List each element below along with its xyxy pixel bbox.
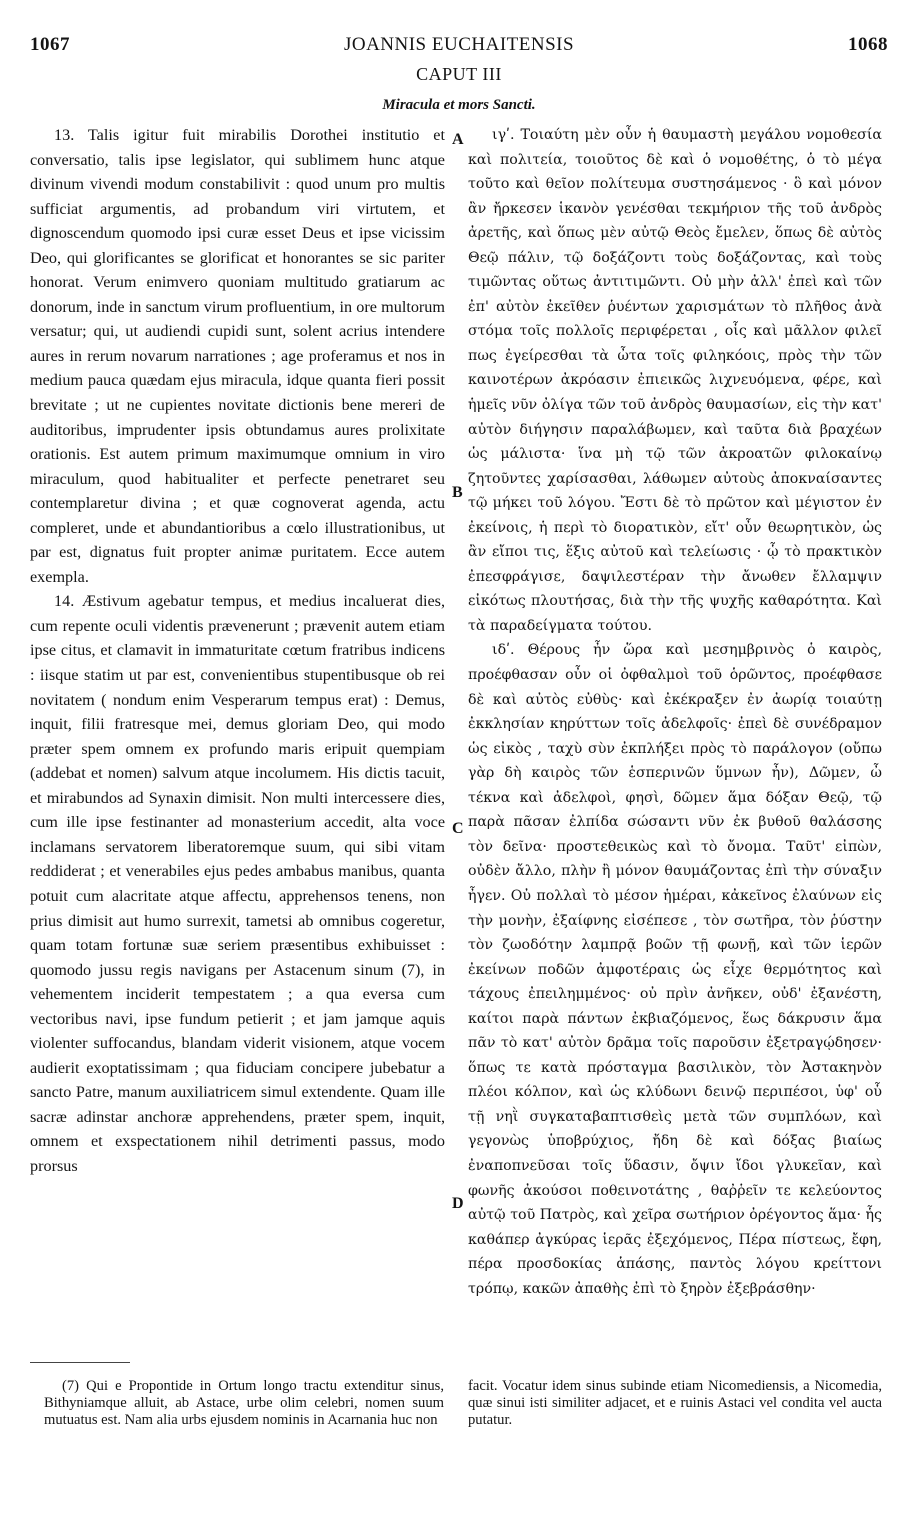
running-title: JOANNIS EUCHAITENSIS (343, 34, 575, 55)
margin-letter-d: D (452, 1195, 464, 1212)
margin-letter-a: A (452, 131, 464, 148)
margin-letter-b: B (452, 484, 463, 501)
footnote-rule (30, 1362, 130, 1363)
footnote-right: facit. Vocatur idem sinus subinde etiam Nicomediensis, a Nicomedia, quæ sinui isti similiter adjacet, et e ruinis Astaci vel condita vel aucta putatur. (468, 1378, 882, 1428)
chapter-subtitle: Miracula et mors Sancti. (382, 97, 536, 113)
footnote-left: (7) Qui e Propontide in Ortum longo tractu extenditur sinus, Bithyniamque alluit, ab Astace, urbe olim celebri, nomen suum mutuatus est. Nam alia urbs ejusdem nominis in Acarnania huc non (44, 1378, 444, 1428)
page-number-right: 1068 (848, 34, 888, 55)
latin-paragraph-13: 13. Talis igitur fuit mirabilis Dorothei institutio et conversatio, talis ipse legislator, qui sublimem hunc atque divinum vivendi modum constabilivit : quod unum pro multis sufficiat argumentis, ad probandum viri virtutem, et dignoscendum quomodo ipsi curæ esset Deus et ipse vicissim Deo, qui glorificantes se glorificat et honorantes se sic pariter honorat. Verum enimvero quoniam multitudo gratiarum ac donorum, inde in sanctum virum profluentium, in ore multorum versatur; qui, ut audiendi cupidi sunt, solent acrius intendere aures in rerum novarum narrationes ; age proferamus et nos in medium pauca quædam ejus miracula, idque quanta fieri possit brevitate ; ut ne cupientes novitate dictionis bene mereri de auditoribus, imprudenter ipsis obtundamus aures prolixitate orationis. Est autem primum maximumque omnium in viro miraculum, quod habitualiter et perfecte penetraret seu contemplaretur divina ; et quæ cognoverat agenda, actu compleret, unde et abundantioribus a cœlo illustrationibus, ut par est, dignatus fuit propter animæ puritatem. Ecce autem exempla. (30, 126, 445, 586)
greek-paragraph-13: ιγʹ. Τοιαύτη μὲν οὖν ἡ θαυμαστὴ μεγάλου νομοθεσία καὶ πολιτεία, τοιοῦτος δὲ καὶ ὁ νομοθέτης, ὁ τὸ μέγα τοῦτο καὶ θεῖον πολίτευμα συστησάμενος · ὃ καὶ μόνον ἂν ἤρκεσεν ἱκανὸν γενέσθαι τεκμήριον τῆς τοῦ ἀνδρὸς ἀρετῆς, καὶ ὅπως μὲν αὐτῷ Θεὸς ἔμελεν, ὅπως δὲ αὐτὸς Θεῷ πάλιν, τῷ δοξάζοντι τοὺς δοξάζοντας, καὶ τοὺς τιμῶντας οὕτως ἀντιτιμῶντι. Οὐ μὴν ἀλλ' ἐπεὶ καὶ τῶν ἐπ' αὐτὸν ἐκεῖθεν ῥυέντων χαρισμάτων τὸ πλῆθος ἀνὰ στόμα τοῖς πολλοῖς περιφέρεται , οἷς καὶ μᾶλλον φιλεῖ πως ἐγείρεσθαι τὰ ὦτα τοῖς φιληκόοις, πρὸς τὴν τῶν καινοτέρων ἀκρόασιν ἐπιεικῶς λιχνευόμενα, φέρε, καὶ ἡμεῖς νῦν ὀλίγα τῶν τοῦ ἀνδρὸς θαυμασίων, εἰς τὴν κατ' αὐτὸν διήγησιν παραλάβωμεν, καὶ ταῦτα διὰ βραχέων ὡς μάλιστα· ἵνα μὴ τῷ τῶν ἀκροατῶν φιλοκαίνῳ ζητοῦντες χαρίσασθαι, λάθωμεν αὐτοὺς ἀποκναίσαντες τῷ μήκει τοῦ λόγου. Ἔστι δὲ τὸ πρῶτον καὶ μέγιστον ἐν ἐκείνοις, ἡ περὶ τὸ διορατικὸν, εἴτ' οὖν θεωρητικὸν, ὡς ἂν εἴποι τις, ἕξις αὐτοῦ καὶ τελείωσις · ᾧ τὸ πρακτικὸν ἐπεσφράγισε, δαψιλεστέραν τὴν ἄνωθεν ἔλλαμψιν εἰκότως πλουτήσας, διὰ τὴν τῆς ψυχῆς καθαρότητα. Καὶ τὰ παραδείγματα τούτου. (468, 127, 882, 634)
greek-column (468, 123, 882, 1301)
chapter-heading: CAPUT III (416, 64, 502, 84)
latin-paragraph-14: 14. Æstivum agebatur tempus, et medius incaluerat dies, cum repente oculi videntis prævenerunt ; prævenit autem etiam ipse citus, et clamavit in immaturitate cœtum fratribus indicens : iisque statim ut par est, convenientibus stupentibusque ob rei novitatem ( nondum enim Vesperarum tempus erat) : Demus, inquit, filii fratresque mei, demus gloriam Deo, qui modo præter spem omnem ex profundo maris eripuit quempiam (addebat et nomen) salvum atque incolumem. His dictis tacuit, et mirabundos ad Synaxin dimisit. Non multi intercessere dies, cum ille ipse festinanter ad monasterium accedit, alta voce inclamans servatorem liberatoremque suum, qui sibi vitam reddiderat ; et venerabiles ejus pedes ambabus manibus, quanta potuit cum alacritate atque affectu, apprehensos tenens, non prius dimisit aut humo surrexit, tametsi ab omnibus cogeretur, quam totam fortunæ suæ seriem præsentibus exhibuisset : quomodo jussu regis navigans per Astacenum sinum (7), in vehementem inciderit tempestatem ; a qua eversa cum vectoribus navi, ipse fundum petierit ; et jam jamque aquis violenter suffocandus, blandam viderit visionem, atque vocem audierit exoptatissimam ; qua fiduciam concipere jubebatur a sancto Patre, manum auxiliatricem simul extendente. Quam ille sacræ adinstar anchoræ apprehendens, præter spem, inquit, omnem et exspectationem nihil detrimenti passus, modo prorsus (30, 592, 445, 1175)
greek-paragraph-14: ιδʹ. Θέρους ἦν ὥρα καὶ μεσημβρινὸς ὁ καιρὸς, προέφθασαν οὖν οἱ ὀφθαλμοὶ τοῦ ὁρῶντος, προέφθασε δὲ καὶ αὐτὸς εὐθὺς· καὶ ἐκέκραξεν ἐν ἀωρίᾳ τοιαύτῃ ἐκκλησίαν κηρύττων τοῖς ἀδελφοῖς· ἐπεὶ δὲ συνέδραμον ὡς εἰκὸς , ταχὺ σὺν ἐκπλήξει πρὸς τὸ παράλογον (οὔπω γὰρ δὴ καιρὸς τῶν ἑσπερινῶν ὕμνων ἦν), Δῶμεν, ὦ τέκνα καὶ ἀδελφοὶ, φησὶ, δῶμεν ἅμα δόξαν Θεῷ, τῷ παρὰ πᾶσαν ἐλπίδα σώσαντι νῦν ἐκ βυθοῦ θαλάσσης τὸν δεῖνα· προστεθεικὼς καὶ τὸ ὄνομα. Ταῦτ' εἰπὼν, οὐδὲν ἄλλο, πλὴν ἢ μόνον θαυμάζοντας ἐπὶ τὴν σύναξιν ἦγεν. Οὐ πολλαὶ τὸ μέσον ἡμέραι, κἀκεῖνος ἐλαύνων εἰς τὴν μονὴν, ἐξαίφνης εἰσέπεσε , τὸν σωτῆρα, τὸν ῥύστην τὸν ζωοδότην λαμπρᾷ βοῶν τῇ φωνῇ, καὶ τῶν ἱερῶν ἐκείνων ποδῶν ἀμφοτέραις ὡς εἶχε θερμότητος καὶ τάχους ἐπειλημμένος· οὐ πρὶν ἀνῆκεν, οὐδ' ἐξανέστη, καίτοι παρὰ πάντων ἐκβιαζόμενος, ἕως δάκρυσιν ἅμα πᾶν τὸ κατ' αὐτὸν δρᾶμα τοῖς παροῦσιν ἐξετραγῴδησεν· ὅπως τε κατὰ πρόσταγμα βασιλικὸν, τὸν Ἀστακηνὸν πλέοι κόλπον, καὶ ὡς κλύδωνι δεινῷ περιπέσοι, ὑφ' οὗ τῇ νηῒ συγκαταβαπτισθεὶς μετὰ τῶν συμπλόων, καὶ γεγονὼς ὑποβρύχιος, ἤδη δὲ καὶ δόξας βιαίως ἐναποπνεῦσαι τοῖς ὕδασιν, ὄψιν ἴδοι γλυκεῖαν, καὶ φωνῆς ἀκούσοι ποθεινοτάτης , θαῤῥεῖν τε κελεύοντος αὐτῷ τοῦ Πατρὸς, καὶ χεῖρα σωτήριον ὀρέγοντος ἅμα· ἧς καθάπερ ἀγκύρας ἱερᾶς ἐξεχόμενος, Πέρα πίστεως, ἔφη, πέρα προσδοκίας ἁπάσης, παντὸς λόγου κρείττονι τρόπῳ, κακῶν ἀπαθὴς ἐπὶ τὸ ξηρὸν ἐξεβράσθην· (468, 642, 882, 1297)
margin-letter-c: C (452, 820, 464, 837)
page-number-left: 1067 (30, 34, 70, 55)
latin-column (30, 123, 445, 1179)
